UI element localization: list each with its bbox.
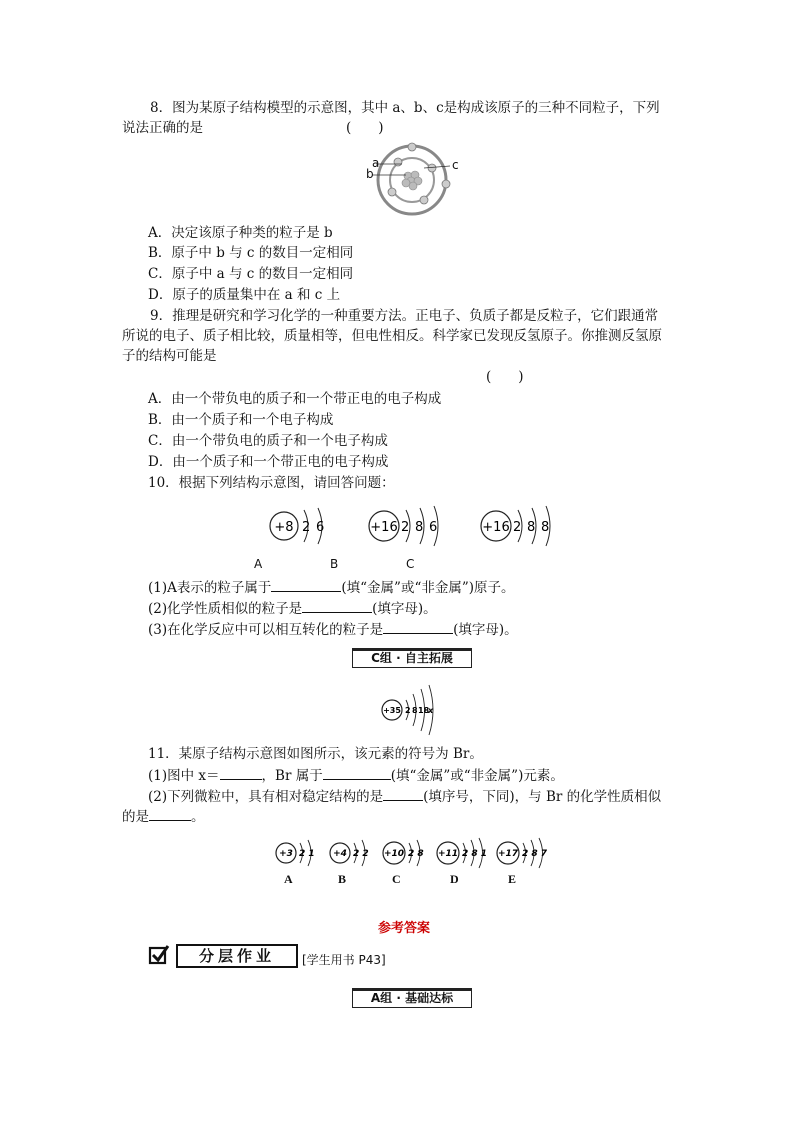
br-structure-diagram bbox=[380, 682, 450, 738]
homework-label-box: 分层作业 bbox=[176, 944, 298, 968]
q10-diagram-c bbox=[481, 506, 550, 546]
q11-letter-b: B bbox=[338, 872, 347, 886]
q10-stem: 10．根据下列结构示意图，请回答问题： bbox=[148, 475, 395, 491]
q8-option-a: A．决定该原子种类的粒子是 b bbox=[148, 225, 333, 241]
q10-nucleus-c: +16 bbox=[482, 520, 510, 535]
q10-letter-a: A bbox=[254, 557, 263, 571]
q11-letter-c: C bbox=[392, 872, 401, 886]
q10-nucleus-b: +16 bbox=[370, 520, 398, 535]
q10-shell-c2: 8 bbox=[527, 520, 536, 535]
br-shell-3: 18 bbox=[418, 706, 430, 715]
q10-sub2-blank[interactable] bbox=[302, 598, 372, 613]
q8-option-c: C．原子中 a 与 c 的数目一定相同 bbox=[148, 266, 354, 282]
q11-sub2-blank-similar[interactable] bbox=[149, 806, 191, 821]
q11-option-e-nucleus: +17 bbox=[497, 849, 519, 859]
q11-sub2-blank-stable[interactable] bbox=[383, 786, 423, 801]
q9-answer-paren: ( ) bbox=[486, 369, 524, 385]
q10-shell-b2: 8 bbox=[415, 520, 424, 535]
q11-sub2: (2)下列微粒中，具有相对稳定结构的是 (填序号，下同)，与 Br 的化学性质相似 bbox=[148, 786, 661, 807]
q9-stem-line2: 所说的电子、质子相比较，质量相等，但电性相反。科学家已发现反氢原子。你推测反氢原 bbox=[122, 328, 662, 344]
q8-answer-paren: ( ) bbox=[346, 120, 384, 136]
q11-option-d-diagram bbox=[437, 838, 487, 868]
q11-option-b-diagram bbox=[330, 840, 369, 866]
q11-stem: 11．某原子结构示意图如图所示，该元素的符号为 Br。 bbox=[148, 746, 483, 762]
q10-diagram-b bbox=[369, 506, 438, 546]
q10-sub3: (3)在化学反应中可以相互转化的粒子是 (填字母)。 bbox=[148, 619, 518, 640]
q9-option-b: B．由一个质子和一个电子构成 bbox=[148, 412, 334, 428]
q11-option-a-nucleus: +3 bbox=[279, 849, 293, 859]
q10-sub1-blank[interactable] bbox=[271, 577, 341, 592]
q8-option-b: B．原子中 b 与 c 的数目一定相同 bbox=[148, 245, 354, 261]
section-a-banner: A组 · 基础达标 bbox=[352, 988, 472, 1008]
q11-sub1-blank-type[interactable] bbox=[323, 765, 391, 780]
atom-label-c: c bbox=[452, 158, 459, 172]
homework-page-ref: [学生用书 P43] bbox=[302, 953, 386, 967]
answers-title: 参考答案 bbox=[378, 921, 431, 936]
q10-sub3-blank[interactable] bbox=[383, 619, 453, 634]
q10-structure-diagrams bbox=[260, 500, 570, 556]
q10-letter-b: B bbox=[330, 557, 339, 571]
q11-option-a-shells: 2 1 bbox=[299, 849, 315, 859]
q8-stem-line1: 8．图为某原子结构模型的示意图，其中 a、b、c是构成该原子的三种不同粒子，下列 bbox=[150, 100, 660, 116]
atom-model-figure bbox=[362, 142, 462, 218]
q9-option-a: A．由一个带负电的质子和一个带正电的电子构成 bbox=[148, 391, 442, 407]
q9-stem-line1: 9．推理是研究和学习化学的一种重要方法。正电子、负质子都是反粒子，它们跟通常 bbox=[150, 308, 659, 324]
q11-option-e-diagram bbox=[497, 838, 548, 868]
atom-label-a: a bbox=[372, 156, 380, 170]
q8-stem-line2: 说法正确的是 bbox=[122, 120, 203, 136]
q11-sub1-blank-x[interactable] bbox=[220, 765, 262, 780]
section-c-banner: C组 · 自主拓展 bbox=[352, 648, 472, 668]
q10-shell-a2: 6 bbox=[316, 520, 325, 535]
br-shell-2: 8 bbox=[412, 706, 418, 715]
q11-option-diagrams bbox=[272, 836, 552, 870]
q10-shell-a1: 2 bbox=[302, 520, 311, 535]
q10-shell-b1: 2 bbox=[401, 520, 410, 535]
br-shell-1: 2 bbox=[405, 706, 411, 715]
q11-sub2-line2: 的是 。 bbox=[122, 806, 205, 827]
q11-option-b-nucleus: +4 bbox=[333, 849, 347, 859]
q11-letter-e: E bbox=[508, 872, 517, 886]
q10-diagram-a bbox=[270, 508, 324, 544]
checkbox-checked-icon bbox=[148, 944, 170, 966]
q10-sub2: (2)化学性质相似的粒子是 (填字母)。 bbox=[148, 598, 437, 619]
q11-option-b-shells: 2 2 bbox=[353, 849, 369, 859]
q11-option-a-diagram bbox=[276, 840, 315, 866]
q10-nucleus-a: +8 bbox=[274, 520, 294, 535]
q11-option-d-shells: 2 8 1 bbox=[462, 849, 488, 859]
q10-shell-b3: 6 bbox=[429, 520, 438, 535]
q11-option-d-nucleus: +11 bbox=[437, 849, 459, 859]
q9-option-d: D．由一个质子和一个带正电的电子构成 bbox=[148, 454, 389, 470]
q11-letter-d: D bbox=[450, 872, 459, 886]
q11-option-c-shells: 2 8 bbox=[408, 849, 424, 859]
q11-letter-a: A bbox=[284, 872, 293, 886]
q9-stem-line3: 子的结构可能是 bbox=[122, 348, 217, 364]
q9-option-c: C．由一个带负电的质子和一个电子构成 bbox=[148, 433, 388, 449]
q10-shell-c3: 8 bbox=[541, 520, 550, 535]
q11-option-e-shells: 2 8 7 bbox=[522, 849, 548, 859]
atom-label-b: b bbox=[366, 167, 374, 181]
q8-option-d: D．原子的质量集中在 a 和 c 上 bbox=[148, 287, 341, 303]
q10-letter-c: C bbox=[406, 557, 415, 571]
q11-option-c-diagram bbox=[383, 840, 424, 866]
br-shell-4: x bbox=[428, 706, 434, 715]
q11-option-c-nucleus: +10 bbox=[383, 849, 405, 859]
q10-sub1: (1)A表示的粒子属于 (填“金属”或“非金属”)原子。 bbox=[148, 577, 515, 598]
q11-sub1: (1)图中 x＝ ，Br 属于 (填“金属”或“非金属”)元素。 bbox=[148, 765, 564, 786]
br-nucleus: +35 bbox=[383, 706, 401, 715]
q10-shell-c1: 2 bbox=[513, 520, 522, 535]
